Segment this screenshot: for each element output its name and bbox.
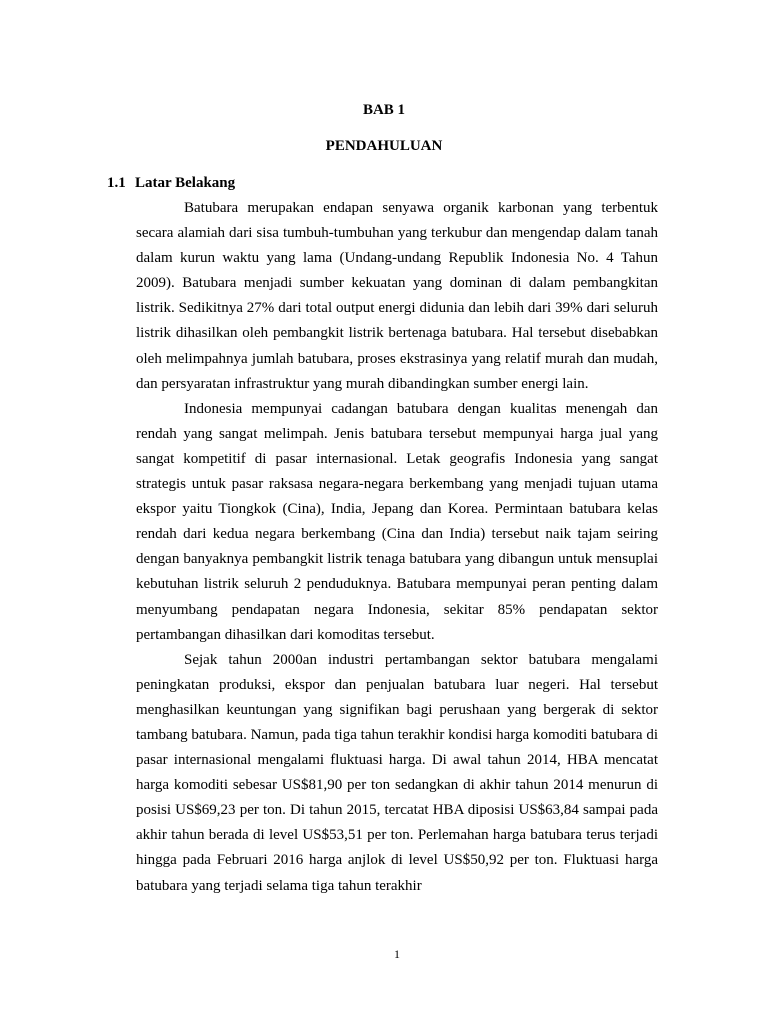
section-number: 1.1 — [107, 175, 126, 191]
section-heading — [107, 173, 235, 193]
paragraph: Sejak tahun 2000an industri pertambangan sektor batubara mengalami peningkatan produksi, ekspor dan penjualan batubara luar negeri. Hal tersebut menghasilkan keuntungan yang signifikan bagi perushaan yang bergerak di sektor tambang batubara. Namun, pada tiga tahun terakhir kondisi harga komoditi batubara di pasar internasional mengalami fluktuasi harga. Di awal tahun 2014, HBA mencatat harga komoditi sebesar US$81,90 per ton sedangkan di akhir tahun 2014 menurun di posisi US$69,23 per ton. Di tahun 2015, tercatat HBA diposisi US$63,84 sampai pada akhir tahun berada di level US$53,51 per ton. Perlemahan harga batubara terus terjadi hingga pada Februari 2016 harga anjlok di level US$50,92 per ton. Fluktuasi harga batubara yang terjadi selama tiga tahun terakhir — [136, 651, 658, 894]
page-number: 1 — [394, 947, 400, 961]
paragraph: Batubara merupakan endapan senyawa organik karbonan yang terbentuk secara alamiah dari sisa tumbuh-tumbuhan yang terkubur dan mengendap dalam tanah dalam kurun waktu yang lama (Undang-undang Republik Indonesia No. 4 Tahun 2009). Batubara menjadi sumber kekuatan yang dominan di dalam pembangkitan listrik. Sedikitnya 27% dari total output energi didunia dan lebih dari 39% dari seluruh listrik dihasilkan oleh pembangkit listrik bertenaga batubara. Hal tersebut disebabkan oleh melimpahnya jumlah batubara, proses ekstrasinya yang relatif murah dan mudah, dan persyaratan infrastruktur yang murah dibandingkan sumber energi lain. — [136, 200, 658, 392]
paragraph: Indonesia mempunyai cadangan batubara dengan kualitas menengah dan rendah yang sangat melimpah. Jenis batubara tersebut mempunyai harga jual yang sangat kompetitif di pasar internasional. Letak geografis Indonesia yang sangat strategis untuk pasar raksasa negara-negara berkembang yang menjadi tujuan utama ekspor yaitu Tiongkok (Cina), India, Jepang dan Korea. Permintaan batubara kelas rendah dari kedua negara berkembang (Cina dan India) tersebut naik tajam seiring dengan banyaknya pembangkit listrik tenaga batubara yang dibangun untuk mensuplai kebutuhan listrik seluruh 2 penduduknya. Batubara mempunyai peran penting dalam menyumbang pendapatan negara Indonesia, sekitar 85% pendapatan sektor pertambangan dihasilkan dari komoditas tersebut. — [136, 400, 658, 643]
chapter-number: BAB 1 — [362, 102, 406, 118]
chapter-title: PENDAHULUAN — [325, 138, 443, 154]
body-text — [136, 196, 658, 899]
section-title: Latar Belakang — [135, 175, 236, 191]
